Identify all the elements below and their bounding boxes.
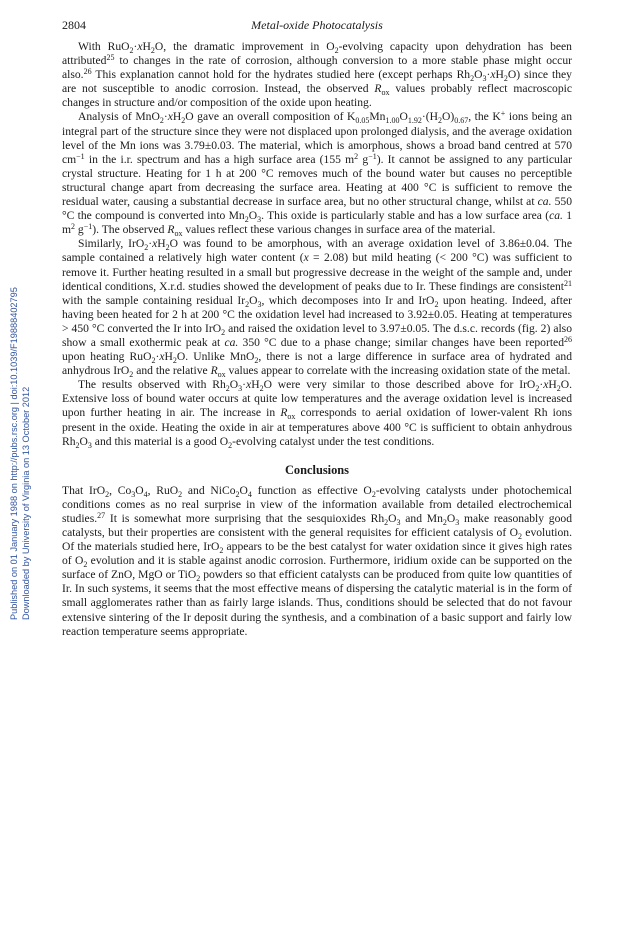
- article-body: [62, 40, 572, 639]
- published-line[interactable]: Published on 01 January 1988 on http://pubs.rsc.org | doi:10.1039/F19888402795: [9, 287, 19, 620]
- running-title: Metal-oxide Photocatalysis: [251, 18, 383, 32]
- paragraph-mno2: Analysis of $MnO_2\cdot xH_2O$ gave an overall composition of $K_{0.05}Mn_{1.00}O_{1.92}\cdot(H_2O)_{0.67}$, the K+ ions being an integral part of the structure since they were not displaced upon prolonged dialysis, and the average oxidation level of the Mn ions was 3.79±0.03. The material, which is amorphous, shows a broad band centred at 570 $cm^{-1}$ in the i.r. spectrum and has a high surface area (155 $m^2$ $g^{-1}$). It cannot be assigned to any particular crystal structure. Heating for 1 h at 200 °C removes much of the bound water but causes no perceptible structural change apart from decreasing the surface area. Heating at 400 °C is sufficient to remove the residual water, causing a substantial decrease in surface area, but no other structural change, whilst at ca. 550 °C the compound is converted into $Mn_2O_3$. This oxide is particularly stable and has a low surface area (ca. 1 $m^2$ $g^{-1}$). The observed $R_{ox}$ values reflect these various changes in surface area of the material.: [62, 109, 572, 239]
- page-header: [62, 18, 572, 36]
- download-notice: [8, 150, 38, 620]
- paragraph-iro2: Similarly, $IrO_2\cdot xH_2O$ was found to be amorphous, with an average oxidation level of 3.86±0.04. The sample contained a relatively high water content (x = 2.08) but mild heating (< 200 °C) was sufficient to remove it. Further heating resulted in a small but progressive decrease in the weight of the sample and, under identical conditions, X.r.d. studies showed the development of peaks due to Ir. These findings are consistent$^{21}$ with the sample containing residual $Ir_2O_3$, which decomposes into Ir and IrO$_2$ upon heating. Indeed, after having been heated for 2 h at 200 °C the oxidation level had increased to 3.92±0.05. Heating at temperatures > 450 °C converted the Ir into IrO$_2$ and raised the oxidation level to 3.97±0.05. The d.s.c. records (fig. 2) also show a small exothermic peak at ca. 350 °C due to a phase change; similar changes have been reported$^{26}$ upon heating $RuO_2\cdot xH_2O$. Unlike MnO$_2$, there is not a large difference in surface area of hydrated and anhydrous IrO$_2$ and the relative $R_{ox}$ values appear to correlate with the increasing oxidation state of the metal.: [62, 237, 572, 380]
- downloaded-line: Downloaded by University of Virginia on 13 October 2012: [21, 386, 31, 620]
- paragraph-ruo2: With $RuO_2\cdot xH_2O$, the dramatic improvement in $O_2$-evolving capacity upon dehydration has been attributed$^{25}$ to changes in the rate of corrosion, although conversion to a more stable phase might occur also.$^{26}$ This explanation cannot hold for the hydrates studied here (except perhaps $Rh_2O_3\cdot xH_2O$) since they are not susceptible to anodic corrosion. Instead, the observed $R_{ox}$ values probably reflect macroscopic changes in structure and/or composition of the oxide upon heating.: [62, 40, 572, 110]
- page-number: 2804: [62, 18, 86, 32]
- section-heading-conclusions: Conclusions: [284, 462, 350, 477]
- paragraph-conclusions: That IrO$_2$, $Co_3O_4$, RuO$_2$ and $NiCo_2O_4$ function as effective $O_2$-evolving catalysts under photochemical conditions comes as no real surprise in view of the information available from detailed electrochemical studies.$^{27}$ It is somewhat more surprising that the sesquioxides $Rh_2O_3$ and $Mn_2O_3$ make reasonably good catalysts, but their properties are consistent with the general requisites for efficient catalysis of $O_2$ evolution. Of the materials studied here, IrO$_2$ appears to be the best catalyst for water oxidation since it gives high rates of $O_2$ evolution and it is stable against anodic corrosion. Furthermore, iridium oxide can be supported on the surface of ZnO, MgO or TiO$_2$ powders so that efficient catalysts can be produced from quite low quantities of Ir. In such systems, it seems that the most effective means of dispersing the catalytic material is in the form of small agglomerates rather than as fairly large islands. Thus, conditions should be selected that do not favour extensive sintering of the Ir deposit during the synthesis, and a combination of a basic support and fairly low reaction temperature seems appropriate.: [62, 483, 573, 638]
- paragraph-rh2o3: The results observed with $Rh_2O_3\cdot xH_2O$ were very similar to those described above for $IrO_2\cdot xH_2O$. Extensive loss of bound water occurs at quite low temperatures and the average oxidation level is increased upon further heating in air. The increase in $R_{ox}$ corresponds to aerial oxidation of lower-valent Rh ions present in the oxide. Heating the oxide in air at temperatures above 400 °C is sufficient to obtain anhydrous $Rh_2O_3$ and this material is a good $O_2$-evolving catalyst under the test conditions.: [62, 378, 572, 450]
